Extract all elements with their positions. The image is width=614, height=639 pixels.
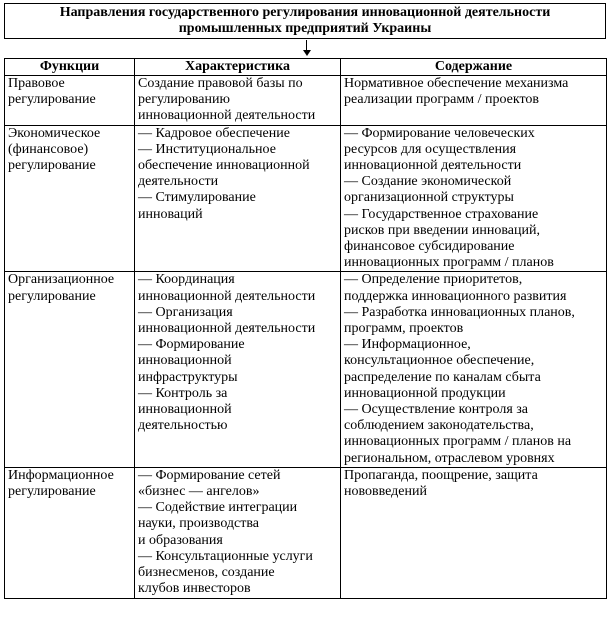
cell-text-line: распределение по каналам сбыта — [344, 369, 541, 385]
function-cell — [5, 467, 135, 598]
cell-text-line: инноваций — [138, 206, 203, 222]
cell-text-line: организационной структуры — [344, 190, 514, 206]
header-characteristics: Характеристика — [135, 59, 341, 76]
cell-text-line: — Формирование — [138, 337, 245, 353]
cell-text-line: соблюдением законодательства, — [344, 418, 534, 434]
cell-text-line: инновационной — [138, 353, 232, 369]
cell-text-line: — Координация — [138, 272, 235, 288]
table-row — [5, 272, 607, 467]
cell-text-line: консультационное обеспечение, — [344, 353, 535, 369]
cell-text-line: регулирование — [8, 484, 96, 500]
cell-text-line: обеспечение инновационной — [138, 158, 310, 174]
cell-text-line: инновационной деятельности — [138, 108, 316, 124]
cell-text-line: — Стимулирование — [138, 190, 256, 206]
function-cell — [5, 272, 135, 467]
cell-text-line: инновационных программ / планов на — [344, 434, 572, 450]
characteristics-cell — [135, 272, 341, 467]
cell-text-line: Нормативное обеспечение механизма — [344, 76, 569, 91]
cell-text-line: поддержка инновационного развития — [344, 288, 567, 304]
characteristics-cell — [135, 76, 341, 126]
table-row — [5, 76, 607, 126]
function-cell — [5, 125, 135, 272]
cell-text-line: науки, производства — [138, 516, 260, 532]
cell-text-line: (финансовое) — [8, 141, 89, 157]
content-cell — [341, 76, 607, 126]
cell-text-line: деятельностью — [138, 418, 228, 434]
header-functions: Функции — [5, 59, 135, 76]
cell-text-line: инновационных программ / планов — [344, 255, 554, 271]
cell-text-line: — Создание экономической — [344, 174, 512, 190]
cell-text-line: инновационной деятельности — [138, 288, 316, 304]
cell-text-line: инновационной продукции — [344, 385, 506, 401]
cell-text-line: — Разработка инновационных планов, — [344, 304, 575, 320]
cell-text-line: Правовое — [8, 76, 65, 91]
cell-text-line: — Содействие интеграции — [138, 500, 298, 516]
cell-text-line: финансовое субсидирование — [344, 239, 515, 255]
table-row — [5, 125, 607, 272]
cell-text-line: реализации программ / проектов — [344, 92, 540, 108]
cell-text-line: регулирование — [8, 92, 96, 108]
cell-text-line: нововведений — [344, 484, 427, 500]
cell-text-line: — Кадровое обеспечение — [138, 125, 290, 141]
cell-text-line: и образования — [138, 532, 223, 548]
header-content: Содержание — [341, 59, 607, 76]
cell-text-line: рисков при введении инноваций, — [344, 222, 540, 238]
cell-text-line: регулирование — [8, 158, 96, 174]
content-cell — [341, 467, 607, 598]
cell-text-line: Организационное — [8, 272, 115, 288]
title-line-2: промышленных предприятий Украины — [178, 21, 432, 36]
content-cell — [341, 272, 607, 467]
characteristics-cell — [135, 125, 341, 272]
cell-text-line: деятельности — [138, 174, 219, 190]
cell-text-line: — Государственное страхование — [344, 206, 539, 222]
cell-text-line: — Консультационные услуги — [138, 548, 313, 564]
cell-text-line: — Определение приоритетов, — [344, 272, 523, 288]
cell-text-line: регулирование — [8, 288, 96, 304]
cell-text-line: — Контроль за — [138, 385, 228, 401]
cell-text-line: клубов инвесторов — [138, 581, 251, 597]
characteristics-cell — [135, 467, 341, 598]
cell-text-line: — Осуществление контроля за — [344, 402, 528, 418]
cell-text-line: — Организация — [138, 304, 233, 320]
regulation-table — [4, 58, 607, 599]
table-header-row — [5, 59, 607, 76]
table-row — [5, 467, 607, 598]
cell-text-line: регулированию — [138, 92, 230, 108]
cell-text-line: инновационной деятельности — [138, 321, 316, 337]
cell-text-line: инновационной — [138, 402, 232, 418]
cell-text-line: Экономическое — [8, 125, 101, 141]
cell-text-line: Создание правовой базы по — [138, 76, 303, 91]
cell-text-line: — Институциональное — [138, 141, 276, 157]
function-cell — [5, 76, 135, 126]
cell-text-line: инфраструктуры — [138, 369, 238, 385]
cell-text-line: — Информационное, — [344, 337, 471, 353]
cell-text-line: — Формирование человеческих — [344, 125, 535, 141]
diagram-title — [4, 3, 606, 39]
cell-text-line: «бизнес — ангелов» — [138, 484, 260, 500]
content-cell — [341, 125, 607, 272]
cell-text-line: инновационной деятельности — [344, 158, 522, 174]
cell-text-line: программ, проектов — [344, 321, 464, 337]
cell-text-line: Пропаганда, поощрение, защита — [344, 467, 538, 483]
cell-text-line: — Формирование сетей — [138, 467, 281, 483]
table-body — [5, 76, 607, 599]
cell-text-line: бизнесменов, создание — [138, 565, 275, 581]
cell-text-line: региональном, отраслевом уровнях — [344, 450, 555, 466]
cell-text-line: Информационное — [8, 467, 114, 483]
down-arrow-icon — [301, 40, 313, 58]
title-line-1: Направления государственного регулирования инновационной деятельности — [59, 5, 551, 20]
cell-text-line: ресурсов для осуществления — [344, 141, 517, 157]
